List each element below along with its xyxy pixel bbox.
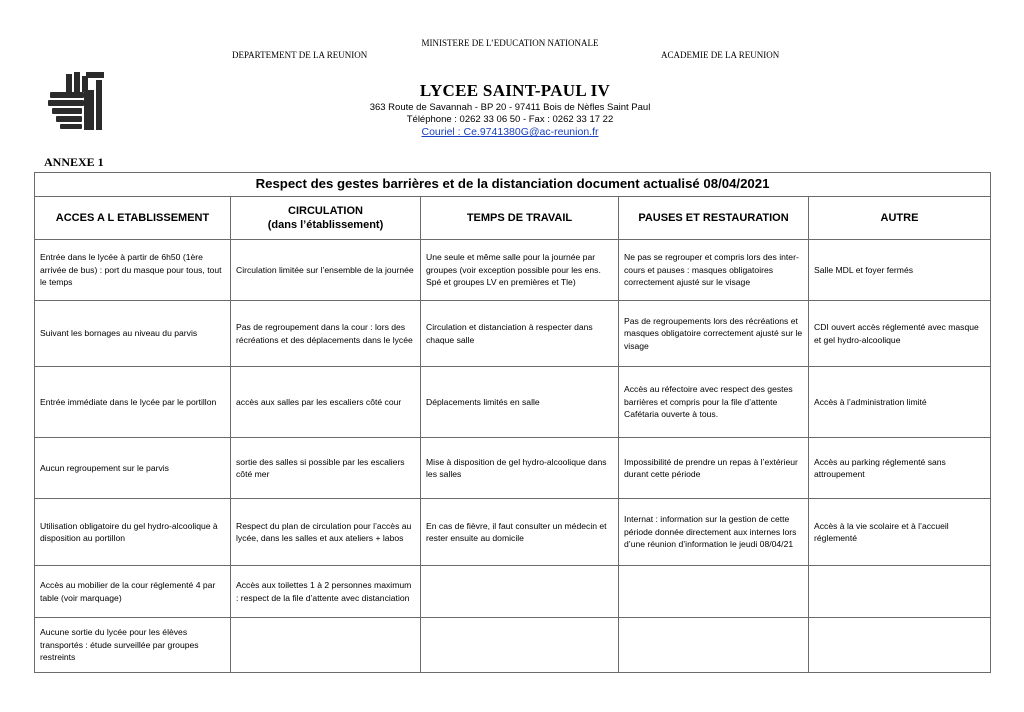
table-cell: Aucun regroupement sur le parvis (35, 438, 231, 499)
table-row (35, 367, 991, 438)
table-row (35, 618, 991, 673)
column-header: AUTRE (809, 197, 991, 240)
table-cell (421, 566, 619, 618)
table-header-row (35, 197, 991, 240)
table-row (35, 240, 991, 301)
table-cell: Accès au parking réglementé sans attroupement (809, 438, 991, 499)
table-cell (231, 618, 421, 673)
table-cell: Mise à disposition de gel hydro-alcoolique dans les salles (421, 438, 619, 499)
table-cell: Aucune sortie du lycée pour les élèves transportés : étude surveillée par groupes restreints (35, 618, 231, 673)
table-cell: Circulation et distanciation à respecter dans chaque salle (421, 301, 619, 367)
table-cell (619, 618, 809, 673)
table-title-row (35, 173, 991, 197)
table-cell: sortie des salles si possible par les escaliers côté mer (231, 438, 421, 499)
column-header: TEMPS DE TRAVAIL (421, 197, 619, 240)
table-title: Respect des gestes barrières et de la distanciation document actualisé 08/04/2021 (35, 173, 991, 197)
table-cell: Utilisation obligatoire du gel hydro-alcoolique à disposition au portillon (35, 499, 231, 566)
school-logo (46, 70, 126, 134)
column-header: ACCES A L ETABLISSEMENT (35, 197, 231, 240)
table-cell: CDI ouvert accès réglementé avec masque et gel hydro-alcoolique (809, 301, 991, 367)
table-cell (809, 566, 991, 618)
column-header: PAUSES ET RESTAURATION (619, 197, 809, 240)
table-cell (421, 618, 619, 673)
table-cell (809, 618, 991, 673)
table-cell: Accès aux toilettes 1 à 2 personnes maximum : respect de la file d’attente avec distanciation (231, 566, 421, 618)
table-row (35, 566, 991, 618)
table-cell: Impossibilité de prendre un repas à l’extérieur durant cette période (619, 438, 809, 499)
table-row (35, 301, 991, 367)
table-cell: Accès à la vie scolaire et à l’accueil réglementé (809, 499, 991, 566)
ministry-label: MINISTERE DE L’EDUCATION NATIONALE (421, 38, 599, 48)
table-cell: Accès au mobilier de la cour réglementé 4 par table (voir marquage) (35, 566, 231, 618)
table-cell: Internat : information sur la gestion de cette période donnée directement aux internes lors d’une réunion d’information le jeudi 08/04/21 (619, 499, 809, 566)
table-cell: Une seule et même salle pour la journée par groupes (voir exception possible pour les ens. Spé et groupes LV en premières et Tle) (421, 240, 619, 301)
table-cell: En cas de fièvre, il faut consulter un médecin et rester ensuite au domicile (421, 499, 619, 566)
table-cell: Entrée immédiate dans le lycée par le portillon (35, 367, 231, 438)
table-cell: accès aux salles par les escaliers côté cour (231, 367, 421, 438)
table-cell: Accès au réfectoire avec respect des gestes barrières et compris pour la file d’attente Cafétaria ouverte à tous. (619, 367, 809, 438)
table-cell: Entrée dans le lycée à partir de 6h50 (1ère arrivée de bus) : port du masque pour tous, tout le temps (35, 240, 231, 301)
annexe-label: ANNEXE 1 (44, 155, 104, 169)
table-cell: Accès à l’administration limité (809, 367, 991, 438)
table-cell: Ne pas se regrouper et compris lors des inter-cours et pauses : masques obligatoires correctement ajusté sur le visage (619, 240, 809, 301)
school-phone: Téléphone : 0262 33 06 50 - Fax : 0262 33 17 22 (406, 114, 614, 125)
department-label: DEPARTEMENT DE LA REUNION (232, 50, 368, 60)
table-row (35, 438, 991, 499)
table-cell: Pas de regroupement dans la cour : lors des récréations et des déplacements dans le lycée (231, 301, 421, 367)
table-row (35, 499, 991, 566)
school-email-link[interactable]: Couriel : Ce.9741380G@ac-reunion.fr (421, 126, 599, 138)
table-cell: Circulation limitée sur l’ensemble de la journée (231, 240, 421, 301)
measures-table (34, 172, 991, 673)
table-cell: Salle MDL et foyer fermés (809, 240, 991, 301)
academy-label: ACADEMIE DE LA REUNION (661, 50, 780, 60)
table-cell: Déplacements limités en salle (421, 367, 619, 438)
table-cell: Pas de regroupements lors des récréations et masques obligatoire correctement ajusté sur le visage (619, 301, 809, 367)
table-cell: Respect du plan de circulation pour l’accès au lycée, dans les salles et aux ateliers + labos (231, 499, 421, 566)
column-header: CIRCULATION (dans l’établissement) (231, 197, 421, 240)
table-cell: Suivant les bornages au niveau du parvis (35, 301, 231, 367)
school-address: 363 Route de Savannah - BP 20 - 97411 Bois de Nèfles Saint Paul (369, 102, 651, 113)
school-name: LYCEE SAINT-PAUL IV (419, 81, 611, 100)
table-cell (619, 566, 809, 618)
